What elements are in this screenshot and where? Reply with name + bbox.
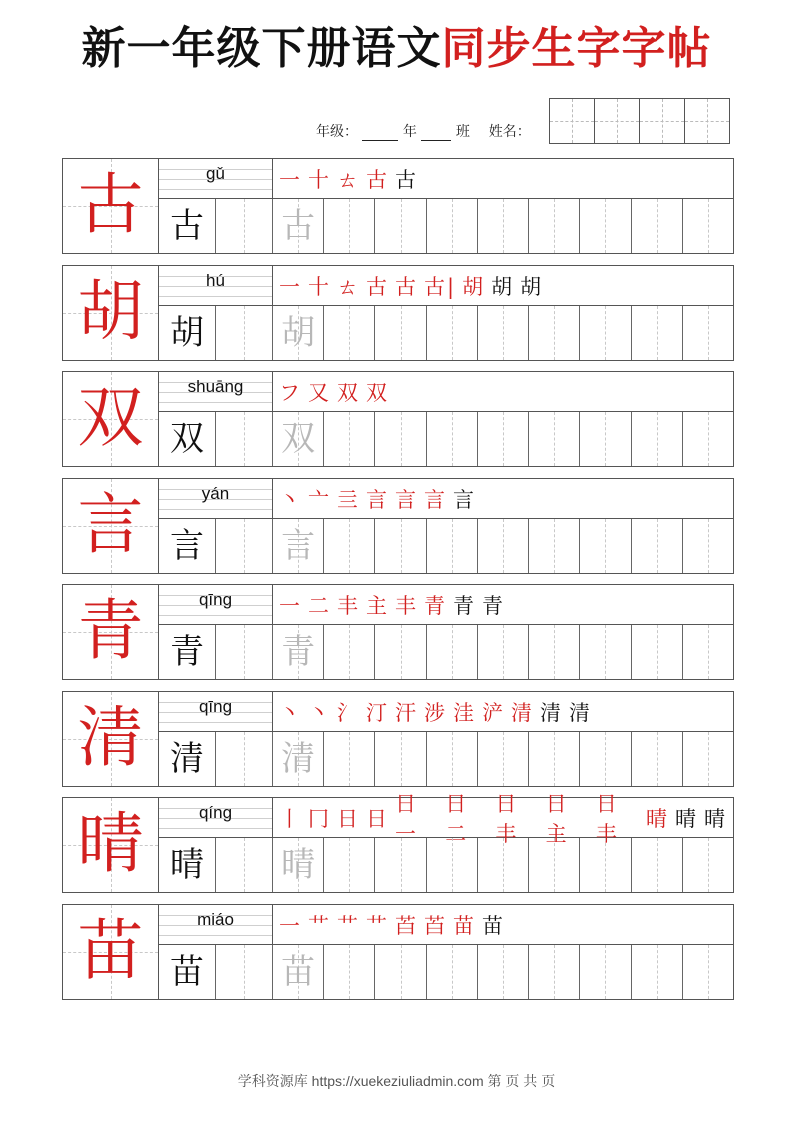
pinyin: hú (206, 271, 225, 290)
practice-cell[interactable] (580, 412, 631, 466)
stroke-step: 一 (279, 593, 302, 618)
example-cell (159, 199, 216, 253)
model-char: 青 (77, 592, 144, 669)
model-char-cell (63, 585, 159, 679)
practice-cell[interactable] (580, 199, 631, 253)
practice-cell[interactable] (529, 199, 580, 253)
class-label: 班 (455, 124, 470, 140)
trace-char: 苗 (281, 952, 316, 992)
model-char: 胡 (77, 273, 144, 350)
stroke-step: 洼 (453, 700, 476, 725)
stroke-step: 言 (395, 487, 418, 512)
stroke-step: 日丰 (495, 791, 519, 846)
stroke-order (273, 692, 733, 731)
stroke-step: 日二 (445, 791, 469, 846)
stroke-step: 丶 (279, 700, 302, 725)
model-char: 晴 (77, 805, 144, 882)
stroke-step: 苩 (395, 913, 418, 938)
practice-cell[interactable] (529, 412, 580, 466)
example-blank-cell (216, 732, 273, 786)
practice-row (62, 265, 734, 361)
stroke-order (273, 479, 733, 518)
stroke-step: ㄊ (337, 274, 360, 299)
practice-cell[interactable] (273, 199, 324, 253)
example-cell (159, 519, 216, 573)
practice-cell[interactable] (375, 732, 426, 786)
stroke-step: 胡 (462, 274, 486, 299)
practice-cell[interactable] (324, 412, 375, 466)
example-char: 古 (170, 206, 204, 246)
practice-cell[interactable] (324, 306, 375, 360)
example-blank-cell (216, 945, 273, 999)
grade-label: 年级： (316, 124, 358, 140)
stroke-step: 古 (366, 274, 389, 299)
pinyin: qíng (198, 803, 233, 822)
practice-cell[interactable] (375, 838, 426, 892)
example-cell (159, 412, 216, 466)
practice-row (62, 478, 734, 574)
stroke-step: 十 (308, 274, 331, 299)
example-char: 双 (170, 419, 204, 459)
stroke-step: 胡 (491, 274, 515, 299)
example-blank-cell (216, 412, 273, 466)
stroke-step: 晴 (675, 806, 699, 831)
stroke-step: 古 (366, 167, 389, 192)
example-cell (159, 945, 216, 999)
stroke-step: 又 (308, 380, 331, 405)
model-char-cell (63, 479, 159, 573)
practice-cell[interactable] (273, 838, 324, 892)
example-char: 苗 (170, 952, 204, 992)
example-char: 清 (170, 739, 204, 779)
stroke-step: 言 (424, 487, 447, 512)
example-blank-cell (216, 519, 273, 573)
practice-cell[interactable] (324, 945, 375, 999)
practice-cell[interactable] (529, 732, 580, 786)
practice-cell[interactable] (375, 306, 426, 360)
stroke-step: フ (279, 380, 302, 405)
model-char: 古 (77, 166, 144, 243)
practice-cell[interactable] (427, 306, 478, 360)
practice-row (62, 904, 734, 1000)
pinyin-box (159, 585, 273, 624)
practice-cell[interactable] (529, 838, 580, 892)
practice-cell[interactable] (478, 199, 529, 253)
stroke-step: 胡 (520, 274, 544, 299)
practice-cell[interactable] (580, 519, 631, 573)
example-cell (159, 625, 216, 679)
practice-cell[interactable] (375, 945, 426, 999)
practice-cell[interactable] (427, 199, 478, 253)
practice-cell[interactable] (273, 412, 324, 466)
practice-row (62, 691, 734, 787)
stroke-step: 一 (279, 274, 302, 299)
trace-char: 青 (281, 632, 316, 672)
pinyin-box (159, 905, 273, 944)
stroke-step: 丶 (279, 487, 302, 512)
practice-cell[interactable] (580, 732, 631, 786)
stroke-step: 二 (308, 593, 331, 618)
stroke-step: 十 (308, 167, 331, 192)
pinyin-box (159, 798, 273, 837)
practice-cell[interactable] (324, 199, 375, 253)
practice-cell[interactable] (427, 625, 478, 679)
stroke-step: 清 (540, 700, 563, 725)
practice-cell[interactable] (683, 625, 733, 679)
stroke-order (273, 585, 733, 624)
practice-cell[interactable] (580, 945, 631, 999)
stroke-step: 苗 (453, 913, 476, 938)
stroke-step: 双 (366, 380, 389, 405)
stroke-step: 汗 (395, 700, 418, 725)
practice-cell[interactable] (427, 838, 478, 892)
practice-cell[interactable] (683, 412, 733, 466)
practice-row (62, 371, 734, 467)
stroke-step: 古| (424, 274, 457, 299)
stroke-step: 艹 (366, 913, 389, 938)
stroke-step: 苗 (482, 913, 505, 938)
practice-cell[interactable] (683, 199, 733, 253)
name-label: 姓名： (488, 124, 531, 140)
practice-cell[interactable] (529, 625, 580, 679)
example-char: 晴 (170, 845, 204, 885)
stroke-step: 丨 (279, 806, 302, 831)
page-title (0, 22, 793, 76)
stroke-step: 日 (366, 806, 389, 831)
example-cell (159, 838, 216, 892)
stroke-step: 晴 (704, 806, 728, 831)
stroke-step: 艹 (308, 913, 331, 938)
stroke-order (273, 791, 733, 846)
stroke-step: 丰 (337, 593, 360, 618)
example-char: 言 (170, 526, 204, 566)
practice-cell[interactable] (632, 945, 683, 999)
stroke-step: 一 (279, 913, 302, 938)
practice-cell[interactable] (375, 199, 426, 253)
stroke-order (273, 372, 733, 411)
stroke-step: 亖 (337, 487, 360, 512)
practice-cell[interactable] (529, 945, 580, 999)
stroke-step: 艹 (337, 913, 360, 938)
practice-cell[interactable] (478, 945, 529, 999)
practice-cell[interactable] (273, 732, 324, 786)
practice-cell[interactable] (427, 732, 478, 786)
trace-char: 言 (281, 526, 316, 566)
stroke-step: 言 (366, 487, 389, 512)
title-black-part: 新一年级下册语文 (81, 23, 442, 74)
model-char-cell (63, 372, 159, 466)
practice-cell[interactable] (580, 306, 631, 360)
practice-cell[interactable] (324, 625, 375, 679)
practice-cell[interactable] (273, 519, 324, 573)
student-info-line (316, 121, 531, 141)
stroke-order (273, 905, 733, 944)
pinyin-box (159, 266, 273, 305)
title-red-part: 同步生字字帖 (441, 23, 712, 74)
stroke-step: 苩 (424, 913, 447, 938)
practice-cell[interactable] (683, 306, 733, 360)
practice-cell[interactable] (478, 625, 529, 679)
pinyin-box (159, 159, 273, 198)
pinyin: miáo (197, 910, 234, 929)
practice-cell[interactable] (580, 838, 631, 892)
practice-cell[interactable] (632, 412, 683, 466)
stroke-step: 亠 (308, 487, 331, 512)
practice-cell[interactable] (529, 519, 580, 573)
stroke-step: 晴 (646, 806, 670, 831)
practice-cell[interactable] (273, 306, 324, 360)
stroke-step: 一 (279, 167, 302, 192)
practice-cell[interactable] (478, 412, 529, 466)
example-blank-cell (216, 625, 273, 679)
example-cell (159, 306, 216, 360)
practice-cell[interactable] (478, 732, 529, 786)
trace-char: 古 (281, 206, 316, 246)
stroke-step: ㄊ (337, 167, 360, 192)
model-char: 苗 (77, 912, 144, 989)
example-char: 青 (170, 632, 204, 672)
practice-cell[interactable] (427, 945, 478, 999)
stroke-step: 古 (395, 167, 418, 192)
stroke-step: 青 (482, 593, 505, 618)
stroke-step: 氵 (337, 700, 360, 725)
practice-cell[interactable] (427, 412, 478, 466)
practice-cell[interactable] (478, 306, 529, 360)
practice-cell[interactable] (273, 945, 324, 999)
practice-cell[interactable] (683, 519, 733, 573)
model-char: 清 (77, 699, 144, 776)
stroke-step: 青 (453, 593, 476, 618)
stroke-step: 古 (395, 274, 418, 299)
model-char: 双 (77, 379, 144, 456)
practice-cell[interactable] (632, 625, 683, 679)
grade-blank[interactable] (362, 126, 398, 141)
stroke-order (273, 266, 733, 305)
class-blank[interactable] (421, 126, 451, 141)
stroke-order (273, 159, 733, 198)
stroke-step: 日主 (545, 791, 569, 846)
trace-char: 双 (281, 419, 316, 459)
stroke-step: 双 (337, 380, 360, 405)
practice-row (62, 158, 734, 254)
practice-cell[interactable] (324, 838, 375, 892)
trace-char: 胡 (281, 313, 316, 353)
model-char-cell (63, 266, 159, 360)
practice-cell[interactable] (375, 519, 426, 573)
model-char: 言 (77, 486, 144, 563)
pinyin-box (159, 692, 273, 731)
stroke-step: 日丰 (595, 791, 619, 846)
stroke-step: 涉 (424, 700, 447, 725)
stroke-step: 清 (511, 700, 534, 725)
practice-cell[interactable] (529, 306, 580, 360)
example-char: 胡 (170, 313, 204, 353)
stroke-step: 言 (453, 487, 476, 512)
model-char-cell (63, 905, 159, 999)
practice-cell[interactable] (478, 838, 529, 892)
stroke-step: 青 (424, 593, 447, 618)
practice-cell[interactable] (632, 519, 683, 573)
practice-cell[interactable] (375, 625, 426, 679)
pinyin: shuāng (187, 377, 244, 396)
example-blank-cell (216, 306, 273, 360)
stroke-step: 丰 (395, 593, 418, 618)
example-cell (159, 732, 216, 786)
stroke-step: 清 (569, 700, 592, 725)
practice-cell[interactable] (632, 199, 683, 253)
name-grid[interactable] (550, 98, 730, 144)
practice-cell[interactable] (427, 519, 478, 573)
practice-cell[interactable] (683, 732, 733, 786)
practice-cell[interactable] (632, 838, 683, 892)
stroke-step: 主 (366, 593, 389, 618)
pinyin: qīng (198, 590, 233, 609)
practice-row (62, 584, 734, 680)
practice-cell[interactable] (632, 732, 683, 786)
practice-cell[interactable] (580, 625, 631, 679)
example-blank-cell (216, 199, 273, 253)
stroke-step: 日一 (395, 791, 418, 846)
practice-cell[interactable] (273, 625, 324, 679)
pinyin: gǔ (206, 164, 225, 183)
stroke-step: 浐 (482, 700, 505, 725)
model-char-cell (63, 798, 159, 892)
stroke-step: 冂 (308, 806, 331, 831)
model-char-cell (63, 159, 159, 253)
pinyin: qīng (198, 697, 233, 716)
year-label: 年 (402, 124, 417, 140)
practice-cell[interactable] (375, 412, 426, 466)
example-blank-cell (216, 838, 273, 892)
stroke-step: 汀 (366, 700, 389, 725)
trace-char: 清 (281, 739, 316, 779)
practice-cell[interactable] (478, 519, 529, 573)
practice-cell[interactable] (324, 732, 375, 786)
practice-cell[interactable] (683, 838, 733, 892)
stroke-step: 丶 (308, 700, 331, 725)
practice-cell[interactable] (683, 945, 733, 999)
pinyin-box (159, 372, 273, 411)
stroke-step: 日 (337, 806, 360, 831)
practice-row (62, 791, 734, 893)
practice-cell[interactable] (324, 519, 375, 573)
practice-cell[interactable] (632, 306, 683, 360)
page-footer: 学科资源库 https://xuekeziuliadmin.com 第 页 共 页 (237, 1073, 556, 1089)
model-char-cell (63, 692, 159, 786)
pinyin: yán (201, 484, 230, 503)
pinyin-box (159, 479, 273, 518)
trace-char: 晴 (281, 845, 316, 885)
